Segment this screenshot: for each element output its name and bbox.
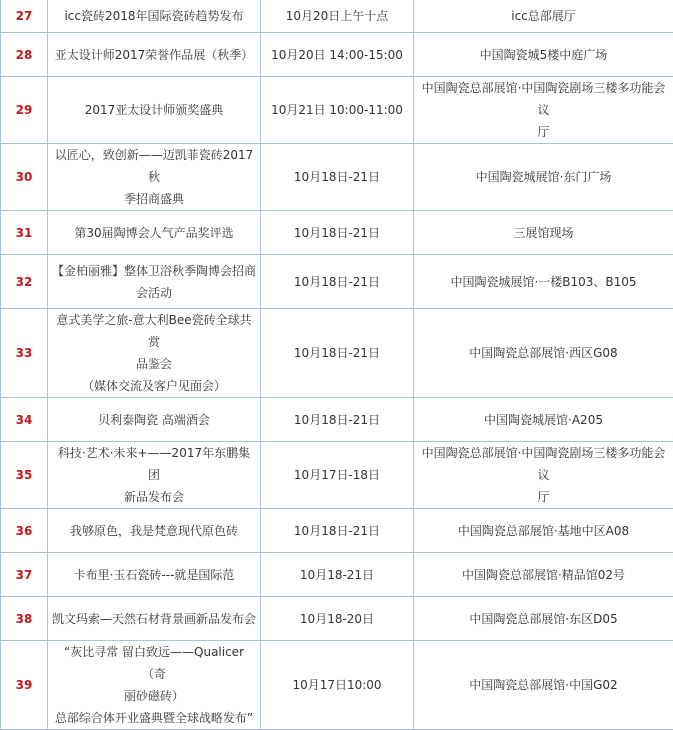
event-name-line: 我够原色，我是梵意现代原色砖: [52, 520, 256, 542]
event-time-cell: 10月20日 14:00-15:00: [261, 33, 414, 77]
event-name-cell: [48, 641, 261, 730]
event-venue-line: 厅: [416, 486, 671, 508]
event-time-cell: 10月18-21日: [261, 553, 414, 597]
event-name-cell: [48, 442, 261, 509]
table-row: [1, 144, 673, 211]
event-time-cell: 10月21日 10:00-11:00: [261, 77, 414, 144]
row-number: 27: [1, 0, 48, 33]
event-venue-cell: [414, 553, 673, 597]
event-name-cell: [48, 144, 261, 211]
event-venue-cell: [414, 641, 673, 730]
event-name-line: 亚太设计师2017荣誉作品展（秋季）: [52, 44, 256, 66]
event-time-cell: 10月18日-21日: [261, 144, 414, 211]
row-number: 32: [1, 255, 48, 309]
event-venue-line: 中国陶瓷城5楼中庭广场: [416, 44, 671, 66]
event-name-cell: [48, 255, 261, 309]
event-name-line: 科技·艺术·未来+——2017年东鹏集团: [52, 442, 256, 486]
event-name-line: 季招商盛典: [52, 188, 256, 210]
event-name-line: 品鉴会: [52, 353, 256, 375]
event-name-line: 贝利泰陶瓷 高端酒会: [52, 409, 256, 431]
row-number: 33: [1, 309, 48, 398]
event-name-line: 丽砂磁砖）: [52, 685, 256, 707]
event-time-cell: 10月18日-21日: [261, 509, 414, 553]
event-name-cell: [48, 553, 261, 597]
event-name-cell: [48, 309, 261, 398]
event-name-line: 意式美学之旅-意大利Bee瓷砖全球共赏: [52, 309, 256, 353]
event-name-line: 2017亚太设计师颁奖盛典: [52, 99, 256, 121]
table-row: [1, 211, 673, 255]
event-venue-cell: [414, 442, 673, 509]
event-venue-line: 中国陶瓷总部展馆·东区D05: [416, 608, 671, 630]
table-row: [1, 33, 673, 77]
row-number: 30: [1, 144, 48, 211]
event-name-cell: [48, 33, 261, 77]
event-venue-line: 中国陶瓷总部展馆·精品馆02号: [416, 564, 671, 586]
event-name-line: 【金柏丽雅】整体卫浴秋季陶博会招商: [52, 260, 256, 282]
event-venue-cell: [414, 597, 673, 641]
table-row: [1, 641, 673, 730]
event-venue-line: 厅: [416, 121, 671, 143]
row-number: 39: [1, 641, 48, 730]
row-number: 35: [1, 442, 48, 509]
event-time-cell: 10月20日上午十点: [261, 0, 414, 33]
event-name-cell: [48, 509, 261, 553]
event-name-line: 总部综合体开业盛典暨全球战略发布”: [52, 707, 256, 729]
row-number: 36: [1, 509, 48, 553]
row-number: 31: [1, 211, 48, 255]
row-number: 34: [1, 398, 48, 442]
event-venue-line: 中国陶瓷总部展馆·基地中区A08: [416, 520, 671, 542]
event-venue-line: 中国陶瓷总部展馆·西区G08: [416, 342, 671, 364]
event-venue-line: 中国陶瓷城展馆·A205: [416, 409, 671, 431]
event-venue-cell: [414, 0, 673, 33]
event-venue-cell: [414, 309, 673, 398]
event-venue-cell: [414, 33, 673, 77]
event-time-cell: 10月17日10:00: [261, 641, 414, 730]
event-venue-line: icc总部展厅: [416, 5, 671, 27]
table-row: [1, 255, 673, 309]
event-venue-line: 中国陶瓷城展馆·一楼B103、B105: [416, 271, 671, 293]
table-row: [1, 77, 673, 144]
event-venue-line: 中国陶瓷总部展馆·中国G02: [416, 674, 671, 696]
event-venue-line: 中国陶瓷城展馆·东门广场: [416, 166, 671, 188]
event-venue-cell: [414, 255, 673, 309]
event-name-line: 卡布里·玉石瓷砖---就是国际范: [52, 564, 256, 586]
event-time-cell: 10月17日-18日: [261, 442, 414, 509]
table-row: [1, 309, 673, 398]
event-venue-cell: [414, 398, 673, 442]
row-number: 29: [1, 77, 48, 144]
event-name-cell: [48, 0, 261, 33]
event-time-cell: 10月18日-21日: [261, 309, 414, 398]
event-name-line: 第30届陶博会人气产品奖评选: [52, 222, 256, 244]
event-name-line: （媒体交流及客户见面会）: [52, 375, 256, 397]
events-table-body: [1, 0, 673, 730]
event-time-cell: 10月18日-21日: [261, 211, 414, 255]
event-venue-cell: [414, 211, 673, 255]
event-name-line: 会活动: [52, 282, 256, 304]
event-venue-cell: [414, 144, 673, 211]
event-venue-line: 中国陶瓷总部展馆·中国陶瓷剧场三楼多功能会议: [416, 77, 671, 121]
event-name-cell: [48, 398, 261, 442]
table-row: [1, 0, 673, 33]
row-number: 28: [1, 33, 48, 77]
row-number: 37: [1, 553, 48, 597]
table-row: [1, 398, 673, 442]
event-time-cell: 10月18日-21日: [261, 255, 414, 309]
table-row: [1, 553, 673, 597]
event-time-cell: 10月18日-21日: [261, 398, 414, 442]
row-number: 38: [1, 597, 48, 641]
event-name-cell: [48, 597, 261, 641]
event-name-cell: [48, 77, 261, 144]
event-venue-line: 三展馆现场: [416, 222, 671, 244]
table-row: [1, 597, 673, 641]
event-name-line: 凯文玛索—天然石材背景画新品发布会: [52, 608, 256, 630]
event-name-line: 以匠心，致创新——迈凯菲瓷砖2017秋: [52, 144, 256, 188]
event-venue-cell: [414, 77, 673, 144]
event-time-cell: 10月18-20日: [261, 597, 414, 641]
event-venue-line: 中国陶瓷总部展馆·中国陶瓷剧场三楼多功能会议: [416, 442, 671, 486]
event-name-cell: [48, 211, 261, 255]
event-venue-cell: [414, 509, 673, 553]
table-row: [1, 509, 673, 553]
table-row: [1, 442, 673, 509]
event-name-line: 新品发布会: [52, 486, 256, 508]
event-name-line: “灰比寻常 留白致远——Qualicer（奇: [52, 641, 256, 685]
event-name-line: icc瓷砖2018年国际瓷砖趋势发布: [52, 5, 256, 27]
